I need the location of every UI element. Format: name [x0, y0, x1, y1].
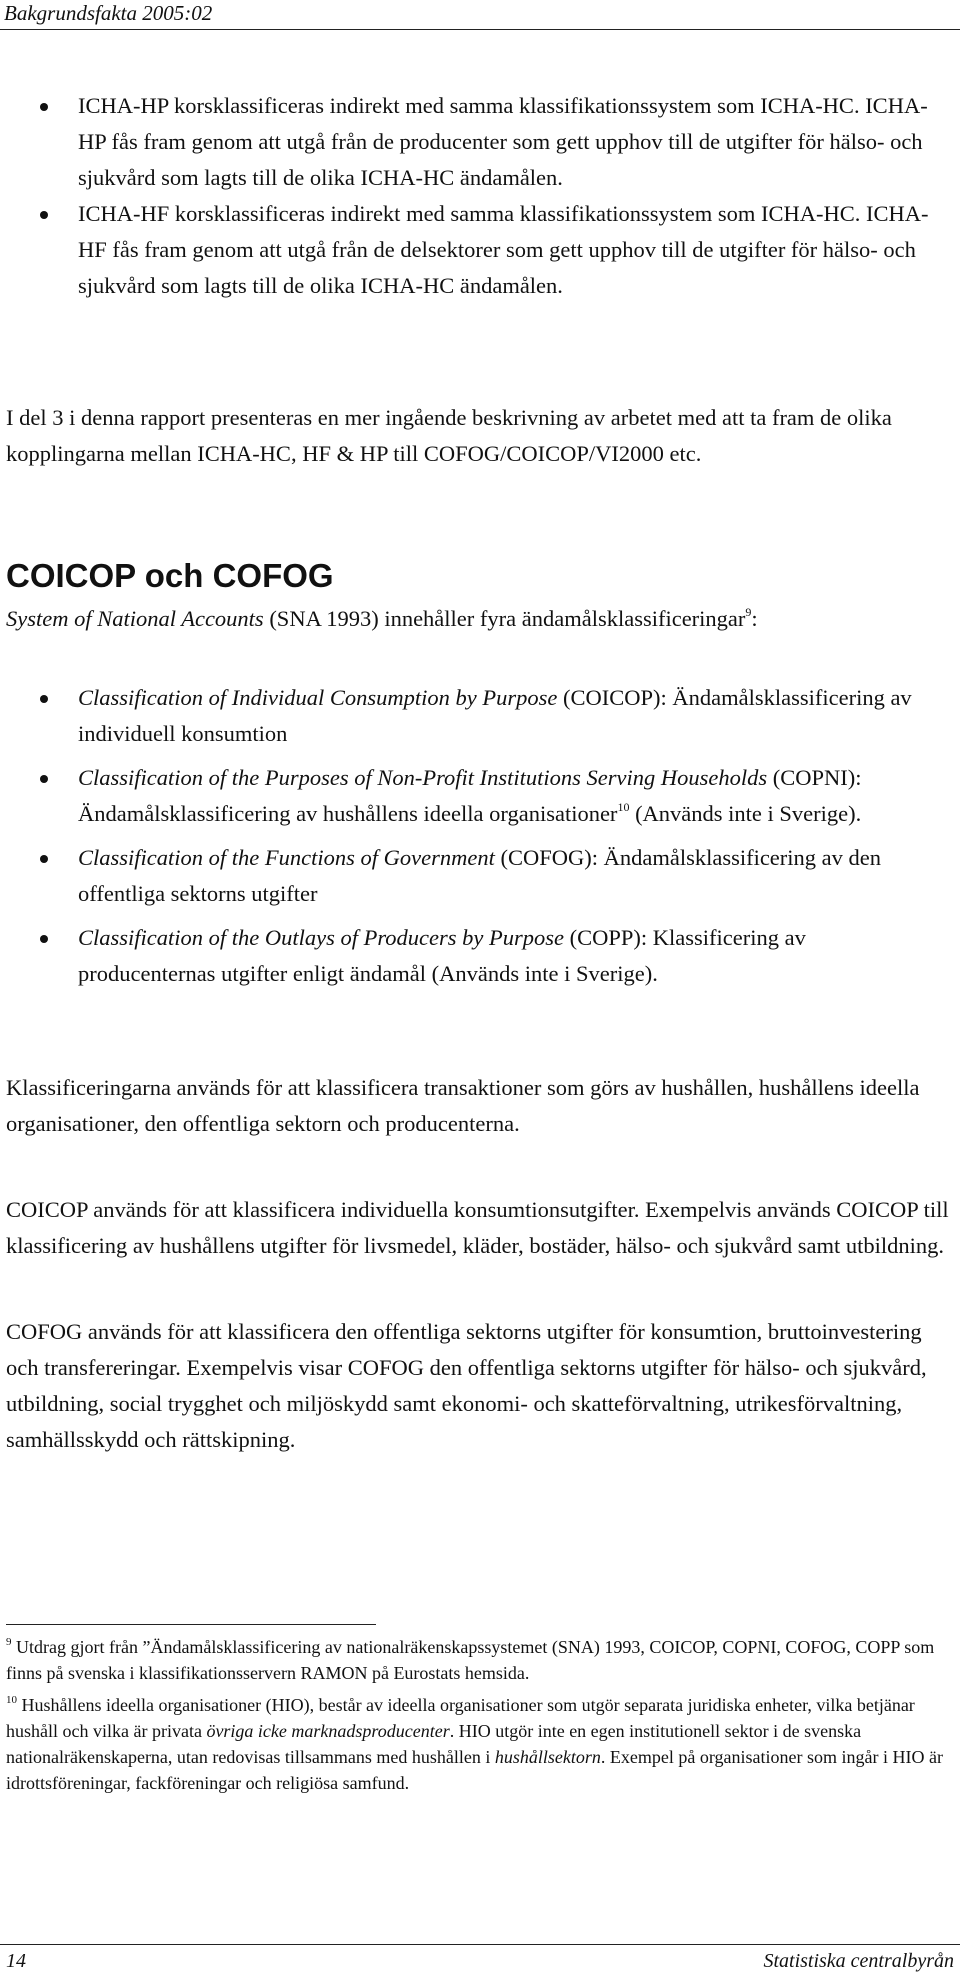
body-paragraph-coicop: COICOP används för att klassificera individuella konsumtionsutgifter. Exempelvis används COICOP till klassificering av hushållens utgifter för livsmedel, kläder, bostäder, hälso- och sjukvård samt utbildning.	[6, 1197, 949, 1258]
bullet-icon	[40, 775, 48, 783]
footnotes	[6, 1634, 952, 1802]
section-heading: COICOP och COFOG	[6, 557, 334, 594]
footnote-text: . Exempel på organisationer som ingår i HIO är idrottsföreningar, fackföreningar och religiösa samfund.	[6, 1747, 943, 1793]
classification-desc: (COICOP): Ändamålsklassificering av individuell konsumtion	[78, 685, 912, 746]
list-item	[0, 920, 960, 992]
footer-rule	[0, 1944, 960, 1945]
bullet-icon	[40, 103, 48, 111]
page-number: 14	[6, 1950, 26, 1972]
list-item	[0, 760, 960, 832]
classification-note: (Används inte i Sverige).	[629, 801, 862, 826]
footnote-text: . HIO utgör inte en egen institutionell sektor i de svenska nationalräkenskaperna, utan redovisas tillsammans med hushållen i	[6, 1721, 862, 1767]
footnote-text: Hushållens ideella organisationer (HIO), består av ideella organisationer som utgör separata juridiska enheter, vilka betjänar hushåll och vilka är privata	[6, 1695, 915, 1741]
bullet-icon	[40, 695, 48, 703]
body-paragraph-classifications: Klassificeringarna används för att klassificera transaktioner som görs av hushållen, hushållens ideella organisationer, den offentliga sektorn och producenterna.	[6, 1075, 920, 1136]
publisher-name: Statistiska centralbyrån	[763, 1950, 954, 1972]
bullet-text-icha-hp: ICHA-HP korsklassificeras indirekt med samma klassifikationssystem som ICHA-HC. ICHA-HP fås fram genom att utgå från de producenter som gett upphov till de utgifter för hälso- och sjukvård som lagts till de olika ICHA-HC ändamålen.	[78, 93, 928, 190]
classification-desc: (COPP): Klassificering av producenternas utgifter enligt ändamål (Används inte i Sverige).	[78, 925, 806, 986]
header-title: Bakgrundsfakta 2005:02	[4, 1, 213, 25]
footnote-italic: övriga icke marknadsproducenter	[206, 1721, 450, 1741]
footnote-text: Utdrag gjort från ”Ändamålsklassificering av nationalräkenskapssystemet (SNA) 1993, COICOP, COPNI, COFOG, COPP som finns på svenska i klassifikationsservern RAMON på Eurostats hemsida.	[6, 1637, 935, 1683]
sna-title: System of National Accounts	[6, 606, 264, 631]
bullet-icon	[40, 855, 48, 863]
list-item	[0, 88, 960, 196]
sna-colon: :	[751, 606, 758, 631]
footnote-ref-9: 9	[745, 605, 752, 619]
page-header	[0, 0, 960, 34]
footnote-ref-10: 10	[617, 800, 630, 814]
list-item	[0, 840, 960, 912]
list-item	[0, 196, 960, 304]
footnote-9	[6, 1634, 952, 1686]
classification-desc: (COFOG): Ändamålsklassificering av den offentliga sektorns utgifter	[78, 845, 882, 906]
body-paragraph-cofog: COFOG används för att klassificera den offentliga sektorns utgifter för konsumtion, bruttoinvestering och transfereringar. Exempelvis visar COFOG den offentliga sektorns utgifter för hälso- och sjukvård, utbildning, social trygghet och miljöskydd samt ekonomi- och skatteförvaltning, utrikesförvaltning, samhällsskydd och rättskipning.	[6, 1319, 927, 1452]
bullet-icon	[40, 935, 48, 943]
bullet-text-icha-hf: ICHA-HF korsklassificeras indirekt med samma klassifikationssystem som ICHA-HC. ICHA-HF fås fram genom att utgå från de delsektorer som gett upphov till de utgifter för hälso- och sjukvård som lagts till de olika ICHA-HC ändamålen.	[78, 201, 929, 298]
classification-name: Classification of the Purposes of Non-Profit Institutions Serving Households	[78, 765, 768, 790]
footnote-number: 9	[6, 1636, 12, 1648]
footnote-italic: hushållsektorn	[494, 1747, 601, 1767]
classification-list	[0, 680, 960, 992]
sna-text: (SNA 1993) innehåller fyra ändamålsklassificeringar	[263, 606, 746, 631]
sna-paragraph	[6, 601, 950, 637]
intro-paragraph: I del 3 i denna rapport presenteras en mer ingående beskrivning av arbetet med att ta fram de olika kopplingarna mellan ICHA-HC, HF & HP till COFOG/COICOP/VI2000 etc.	[6, 405, 892, 466]
classification-desc: (COPNI): Ändamålsklassificering av hushållens ideella organisationer	[78, 765, 862, 826]
icha-bullet-list	[0, 88, 960, 304]
list-item	[0, 680, 960, 752]
footnote-10	[6, 1692, 952, 1796]
footnote-separator	[6, 1624, 376, 1625]
header-rule	[0, 29, 960, 30]
classification-name: Classification of the Outlays of Producers by Purpose	[78, 925, 565, 950]
footnote-number: 10	[6, 1694, 17, 1706]
classification-name: Classification of the Functions of Government	[78, 845, 495, 870]
bullet-icon	[40, 211, 48, 219]
classification-name: Classification of Individual Consumption by Purpose	[78, 685, 558, 710]
